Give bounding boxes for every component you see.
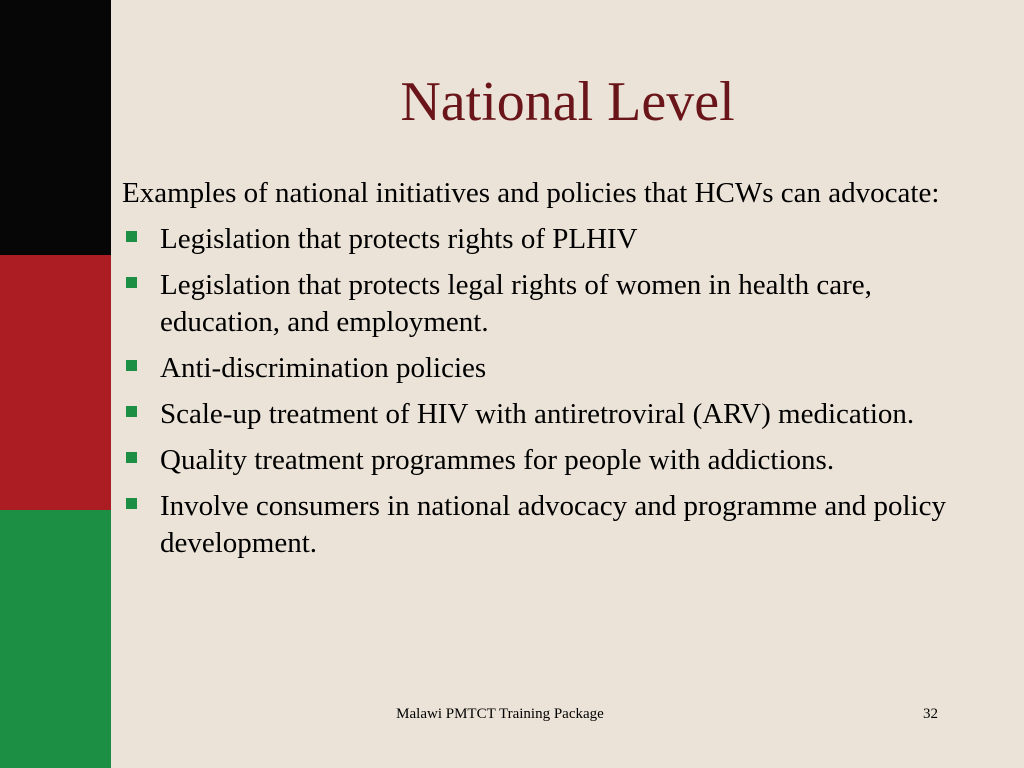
list-item — [122, 488, 952, 562]
slide-body — [122, 175, 952, 571]
flag-stripe-red — [0, 255, 111, 510]
square-bullet-icon — [126, 498, 137, 509]
page-number: 32 — [923, 706, 938, 722]
bullet-list — [122, 221, 952, 562]
flag-stripe-black — [0, 0, 111, 255]
list-item — [122, 442, 952, 479]
bullet-text: Involve consumers in national advocacy and programme and policy development. — [160, 490, 946, 559]
footer-text: Malawi PMTCT Training Package — [396, 706, 604, 722]
bullet-text: Legislation that protects rights of PLHIV — [160, 223, 638, 255]
list-item — [122, 350, 952, 387]
list-item — [122, 267, 952, 341]
bullet-text: Quality treatment programmes for people with addictions. — [160, 444, 835, 476]
square-bullet-icon — [126, 406, 137, 417]
square-bullet-icon — [126, 231, 137, 242]
list-item — [122, 221, 952, 258]
bullet-text: Legislation that protects legal rights of women in health care, education, and employment. — [160, 269, 872, 338]
slide-title: National Level — [400, 71, 735, 133]
square-bullet-icon — [126, 360, 137, 371]
flag-stripe-green — [0, 510, 111, 768]
list-item — [122, 396, 952, 433]
square-bullet-icon — [126, 452, 137, 463]
bullet-text: Anti-discrimination policies — [160, 352, 487, 384]
square-bullet-icon — [126, 277, 137, 288]
bullet-text: Scale-up treatment of HIV with antiretroviral (ARV) medication. — [160, 398, 915, 430]
intro-text: Examples of national initiatives and policies that HCWs can advocate: — [122, 177, 940, 209]
